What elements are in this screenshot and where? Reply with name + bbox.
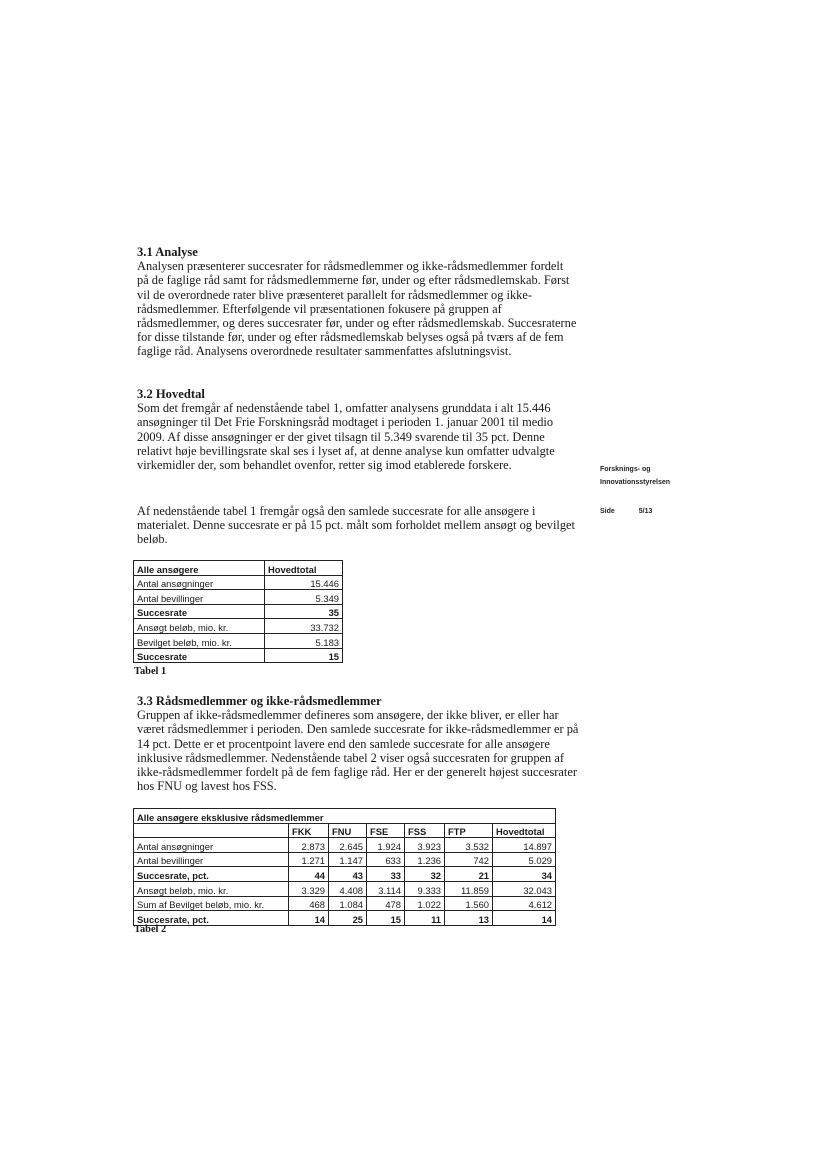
cell-value: 1.236 bbox=[405, 852, 445, 867]
cell-value: 3.532 bbox=[445, 838, 493, 853]
table-1-body bbox=[134, 561, 343, 663]
paragraph-raad: Gruppen af ikke-rådsmedlemmer defineres som ansøgere, der ikke bliver, er eller har været rådsmedlemmer i perioden. Den samlede succesrate for ikke-rådsmedlemmer er på 14 pct. Dette er et procentpoint lavere end den samlede succesrate for alle ansøgere inklusive rådsmedlemmer. Nedenstående tabel 2 viser også succesraten for gruppen af ikke-rådsmedlemmer fordelt på de fem faglige råd. Her er der generelt højest succesrater hos FNU og lavest hos FSS. bbox=[137, 708, 579, 794]
table-2 bbox=[133, 808, 556, 926]
table-row bbox=[134, 911, 556, 926]
row-label: Sum af Bevilget beløb, mio. kr. bbox=[134, 896, 289, 911]
table-row bbox=[134, 896, 556, 911]
cell-value: 1.084 bbox=[329, 896, 367, 911]
row-value: 15 bbox=[265, 648, 343, 663]
cell-value: 1.271 bbox=[289, 852, 329, 867]
cell-value: 4.408 bbox=[329, 881, 367, 896]
cell-value: 3.329 bbox=[289, 881, 329, 896]
sidebar-org-line2: Innovationsstyrelsen bbox=[600, 479, 671, 486]
cell-value: 1.147 bbox=[329, 852, 367, 867]
row-label: Ansøgt beløb, mio. kr. bbox=[134, 619, 265, 634]
table-row bbox=[134, 619, 343, 634]
table-row bbox=[134, 881, 556, 896]
row-label: Bevilget beløb, mio. kr. bbox=[134, 633, 265, 648]
cell-value: 32.043 bbox=[493, 881, 556, 896]
sidebar-org bbox=[600, 466, 670, 486]
table-2-title: Alle ansøgere eksklusive rådsmedlemmer bbox=[134, 809, 556, 824]
cell-value: 1.560 bbox=[445, 896, 493, 911]
table-row bbox=[134, 633, 343, 648]
cell-value: 14.897 bbox=[493, 838, 556, 853]
heading-hovedtal: 3.2 Hovedtal bbox=[137, 387, 205, 401]
column-header: FNU bbox=[329, 823, 367, 838]
column-header: FSE bbox=[367, 823, 405, 838]
table-2-header-row bbox=[134, 823, 556, 838]
cell-value: 21 bbox=[445, 867, 493, 882]
paragraph-hovedtal-1: Som det fremgår af nedenstående tabel 1, omfatter analysens grunddata i alt 15.446 ansøgninger til Det Frie Forskningsråd modtaget i perioden 1. januar 2001 til medio 2009. Af disse ansøgninger er der givet tilsagn til 5.349 svarende til 35 pct. Denne relativt høje bevillingsrate skal ses i lyset af, at denne analyse kun omfatter udvalgte virkemidler der, som behandlet ovenfor, retter sig imod etablerede forskere. bbox=[137, 401, 555, 473]
table-row bbox=[134, 604, 343, 619]
row-label: Antal ansøgninger bbox=[134, 838, 289, 853]
cell-value: 32 bbox=[405, 867, 445, 882]
row-label: Antal ansøgninger bbox=[134, 575, 265, 590]
table-1-caption: Tabel 1 bbox=[134, 666, 167, 677]
cell-value: 2.873 bbox=[289, 838, 329, 853]
table-2-title-row bbox=[134, 809, 556, 824]
cell-value: 44 bbox=[289, 867, 329, 882]
cell-value: 742 bbox=[445, 852, 493, 867]
column-header: FKK bbox=[289, 823, 329, 838]
row-label: Antal bevillinger bbox=[134, 590, 265, 605]
cell-value: 478 bbox=[367, 896, 405, 911]
column-header: Hovedtotal bbox=[493, 823, 556, 838]
row-value: 15.446 bbox=[265, 575, 343, 590]
table-1 bbox=[133, 560, 343, 663]
table-row bbox=[134, 590, 343, 605]
cell-value: 15 bbox=[367, 911, 405, 926]
table-2-header-empty bbox=[134, 823, 289, 838]
heading-analyse: 3.1 Analyse bbox=[137, 245, 198, 259]
cell-value: 3.923 bbox=[405, 838, 445, 853]
heading-raad: 3.3 Rådsmedlemmer og ikke-rådsmedlemmer bbox=[137, 694, 382, 708]
row-label: Succesrate bbox=[134, 648, 265, 663]
table-row bbox=[134, 852, 556, 867]
row-label: Ansøgt beløb, mio. kr. bbox=[134, 881, 289, 896]
sidebar-page-label: Side bbox=[600, 508, 615, 515]
row-label: Succesrate, pct. bbox=[134, 867, 289, 882]
cell-value: 1.924 bbox=[367, 838, 405, 853]
row-value: 33.732 bbox=[265, 619, 343, 634]
cell-value: 633 bbox=[367, 852, 405, 867]
section-analyse bbox=[137, 245, 577, 359]
sidebar-page bbox=[600, 508, 652, 515]
cell-value: 33 bbox=[367, 867, 405, 882]
cell-value: 14 bbox=[493, 911, 556, 926]
table-row bbox=[134, 648, 343, 663]
row-value: 5.349 bbox=[265, 590, 343, 605]
sidebar-page-number: 5/13 bbox=[638, 508, 653, 515]
cell-value: 5.029 bbox=[493, 852, 556, 867]
column-header: FSS bbox=[405, 823, 445, 838]
cell-value: 25 bbox=[329, 911, 367, 926]
row-value: 35 bbox=[265, 604, 343, 619]
cell-value: 2.645 bbox=[329, 838, 367, 853]
column-header: FTP bbox=[445, 823, 493, 838]
cell-value: 1.022 bbox=[405, 896, 445, 911]
section-raad bbox=[137, 694, 582, 793]
table-row bbox=[134, 838, 556, 853]
cell-value: 3.114 bbox=[367, 881, 405, 896]
table-2-caption: Tabel 2 bbox=[134, 924, 167, 935]
cell-value: 11.859 bbox=[445, 881, 493, 896]
table-1-header-row bbox=[134, 561, 343, 576]
table-row bbox=[134, 575, 343, 590]
cell-value: 9.333 bbox=[405, 881, 445, 896]
cell-value: 11 bbox=[405, 911, 445, 926]
table-row bbox=[134, 867, 556, 882]
table-1-header-total: Hovedtotal bbox=[265, 561, 343, 576]
table-2-body bbox=[134, 809, 556, 926]
paragraph-analyse: Analysen præsenterer succesrater for rådsmedlemmer og ikke-rådsmedlemmer fordelt på de faglige råd samt for rådsmedlemmerne før, under og efter rådsmedlemskab. Først vil de overordnede rater blive præsenteret parallelt for rådsmedlemmer og ikke-rådsmedlemmer. Efterfølgende vil præsentationen fokusere på gruppen af rådsmedlemmer, og deres succesrater før, under og efter rådsmedlemskab. Succesraterne for disse tilstande før, under og efter rådsmedlemskab belyses også på tværs af de fem faglige råd. Analysens overordnede resultater sammenfattes afslutningsvist. bbox=[137, 259, 577, 359]
row-label: Antal bevillinger bbox=[134, 852, 289, 867]
row-label: Succesrate bbox=[134, 604, 265, 619]
sidebar-org-line1: Forsknings- og bbox=[600, 466, 651, 473]
cell-value: 14 bbox=[289, 911, 329, 926]
table-1-header-label: Alle ansøgere bbox=[134, 561, 265, 576]
cell-value: 43 bbox=[329, 867, 367, 882]
cell-value: 4.612 bbox=[493, 896, 556, 911]
cell-value: 13 bbox=[445, 911, 493, 926]
row-label: Succesrate, pct. bbox=[134, 911, 289, 926]
cell-value: 468 bbox=[289, 896, 329, 911]
paragraph-hovedtal-2: Af nedenstående tabel 1 fremgår også den samlede succesrate for alle ansøgere i materialet. Denne succesrate er på 15 pct. målt som forholdet mellem ansøgt og bevilget beløb. bbox=[137, 504, 575, 547]
section-hovedtal-2 bbox=[137, 504, 577, 547]
row-value: 5.183 bbox=[265, 633, 343, 648]
cell-value: 34 bbox=[493, 867, 556, 882]
section-hovedtal bbox=[137, 387, 577, 472]
